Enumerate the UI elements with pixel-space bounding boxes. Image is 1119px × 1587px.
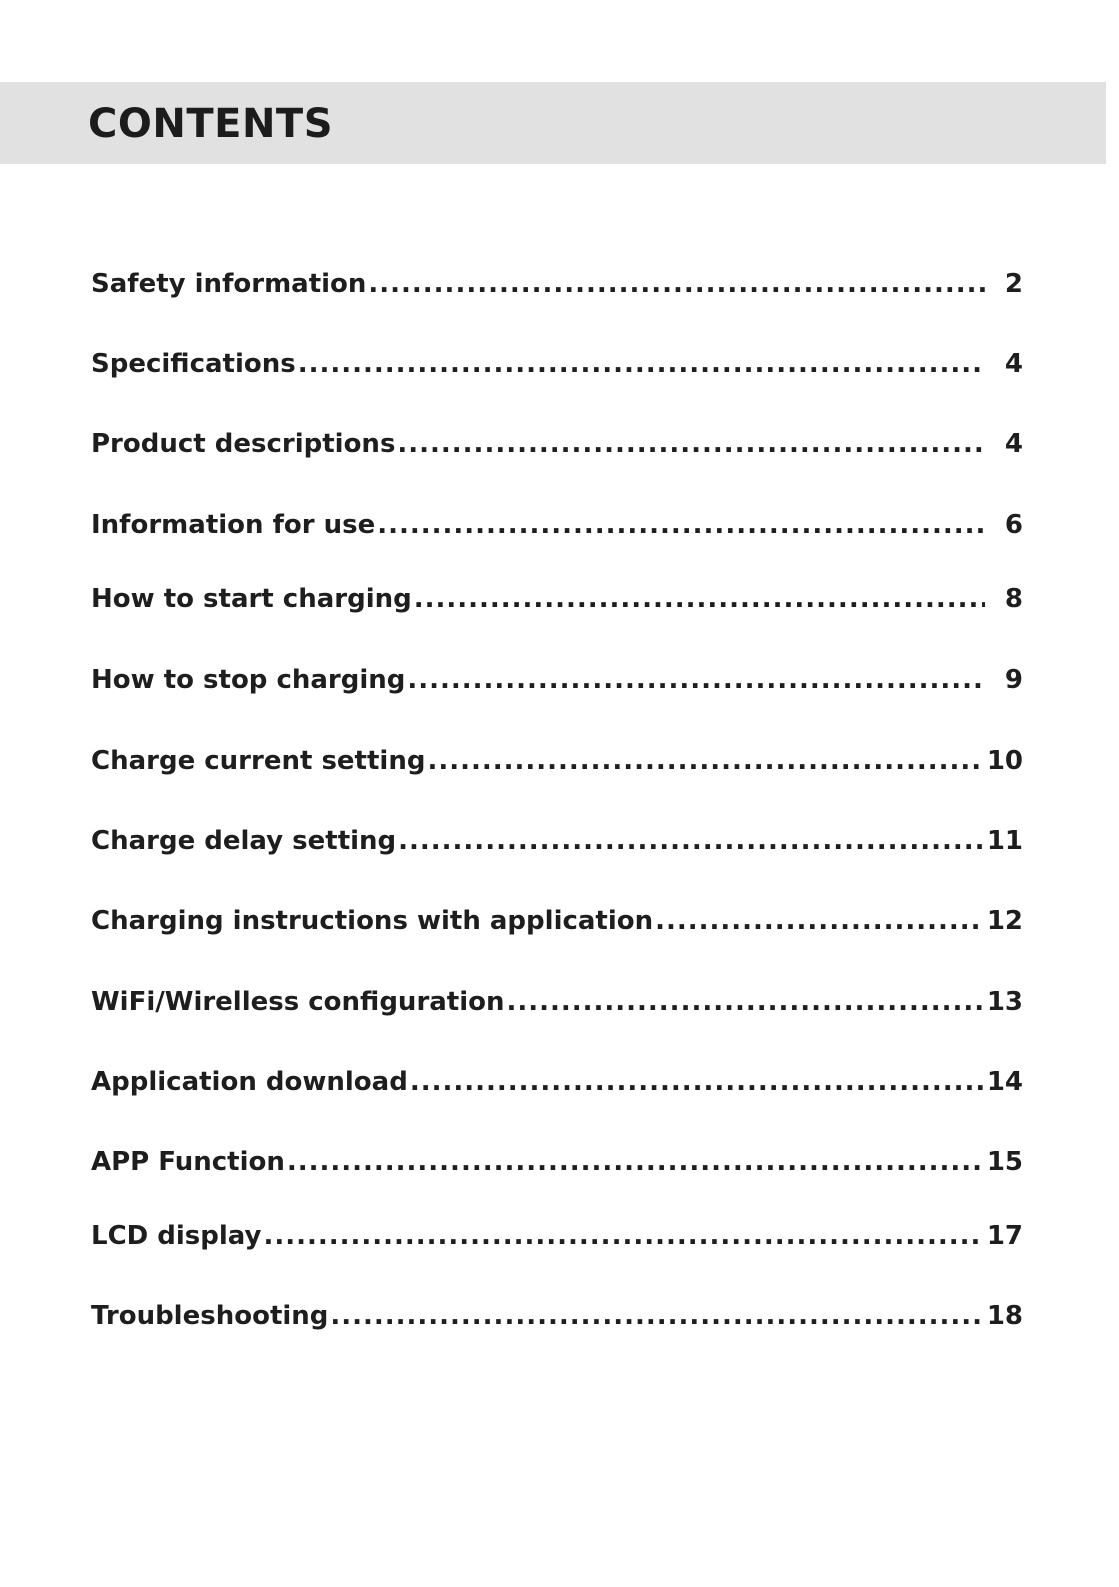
toc-page-number: 14 — [986, 1067, 1023, 1097]
toc-page-number: 18 — [986, 1301, 1023, 1331]
toc-entry-troubleshooting[interactable] — [91, 1296, 1023, 1336]
toc-dot-leader — [377, 505, 985, 545]
toc-page-number: 11 — [986, 826, 1023, 856]
page-title: CONTENTS — [88, 101, 334, 147]
toc-entry-label: Specifications — [91, 349, 296, 379]
toc-page-number: 6 — [1004, 510, 1023, 540]
toc-dot-leader — [507, 982, 983, 1022]
toc-page-number: 10 — [986, 746, 1023, 776]
toc-page-number: 4 — [1004, 349, 1023, 379]
toc-dot-leader — [397, 424, 985, 464]
toc-dot-leader — [298, 344, 985, 384]
toc-page-number: 8 — [1004, 584, 1023, 614]
toc-entry-wifi-wireless-configuration[interactable] — [91, 982, 1023, 1022]
toc-entry-label: Product descriptions — [91, 429, 396, 459]
toc-dot-leader — [407, 660, 985, 700]
toc-entry-lcd-display[interactable] — [91, 1216, 1023, 1256]
toc-dot-leader — [398, 821, 983, 861]
toc-entry-label: Safety information — [91, 269, 367, 299]
toc-page-number: 4 — [1004, 429, 1023, 459]
toc-entry-specifications[interactable] — [91, 344, 1023, 384]
toc-page-number: 2 — [1004, 269, 1023, 299]
toc-entry-app-function[interactable] — [91, 1142, 1023, 1182]
toc-entry-label: Charging instructions with application — [91, 906, 654, 936]
toc-page-number: 13 — [986, 987, 1023, 1017]
toc-entry-label: Application download — [91, 1067, 408, 1097]
toc-page-number: 15 — [986, 1147, 1023, 1177]
toc-entry-charge-current-setting[interactable] — [91, 741, 1023, 781]
toc-page-number: 9 — [1004, 665, 1023, 695]
toc-entry-label: LCD display — [91, 1221, 262, 1251]
toc-dot-leader — [410, 1062, 983, 1102]
toc-entry-label: WiFi/Wirelless configuration — [91, 987, 505, 1017]
toc-page-number: 17 — [986, 1221, 1023, 1251]
toc-dot-leader — [427, 741, 982, 781]
toc-entry-label: APP Function — [91, 1147, 285, 1177]
toc-page-number: 12 — [986, 906, 1023, 936]
toc-entry-label: How to stop charging — [91, 665, 406, 695]
toc-entry-label: Charge current setting — [91, 746, 426, 776]
toc-entry-charging-instructions-with-application[interactable] — [91, 901, 1023, 941]
toc-entry-charge-delay-setting[interactable] — [91, 821, 1023, 861]
toc-entry-information-for-use[interactable] — [91, 505, 1023, 545]
toc-entry-label: Charge delay setting — [91, 826, 397, 856]
toc-dot-leader — [414, 579, 985, 619]
toc-dot-leader — [330, 1296, 982, 1336]
toc-entry-how-to-start-charging[interactable] — [91, 579, 1023, 619]
toc-entry-label: Information for use — [91, 510, 376, 540]
toc-entry-application-download[interactable] — [91, 1062, 1023, 1102]
toc-dot-leader — [264, 1216, 983, 1256]
toc-entry-how-to-stop-charging[interactable] — [91, 660, 1023, 700]
toc-dot-leader — [287, 1142, 983, 1182]
toc-dot-leader — [655, 901, 983, 941]
toc-entry-product-descriptions[interactable] — [91, 424, 1023, 464]
toc-entry-safety-information[interactable] — [91, 264, 1023, 304]
toc-entry-label: Troubleshooting — [91, 1301, 329, 1331]
toc-dot-leader — [368, 264, 985, 304]
toc-entry-label: How to start charging — [91, 584, 412, 614]
